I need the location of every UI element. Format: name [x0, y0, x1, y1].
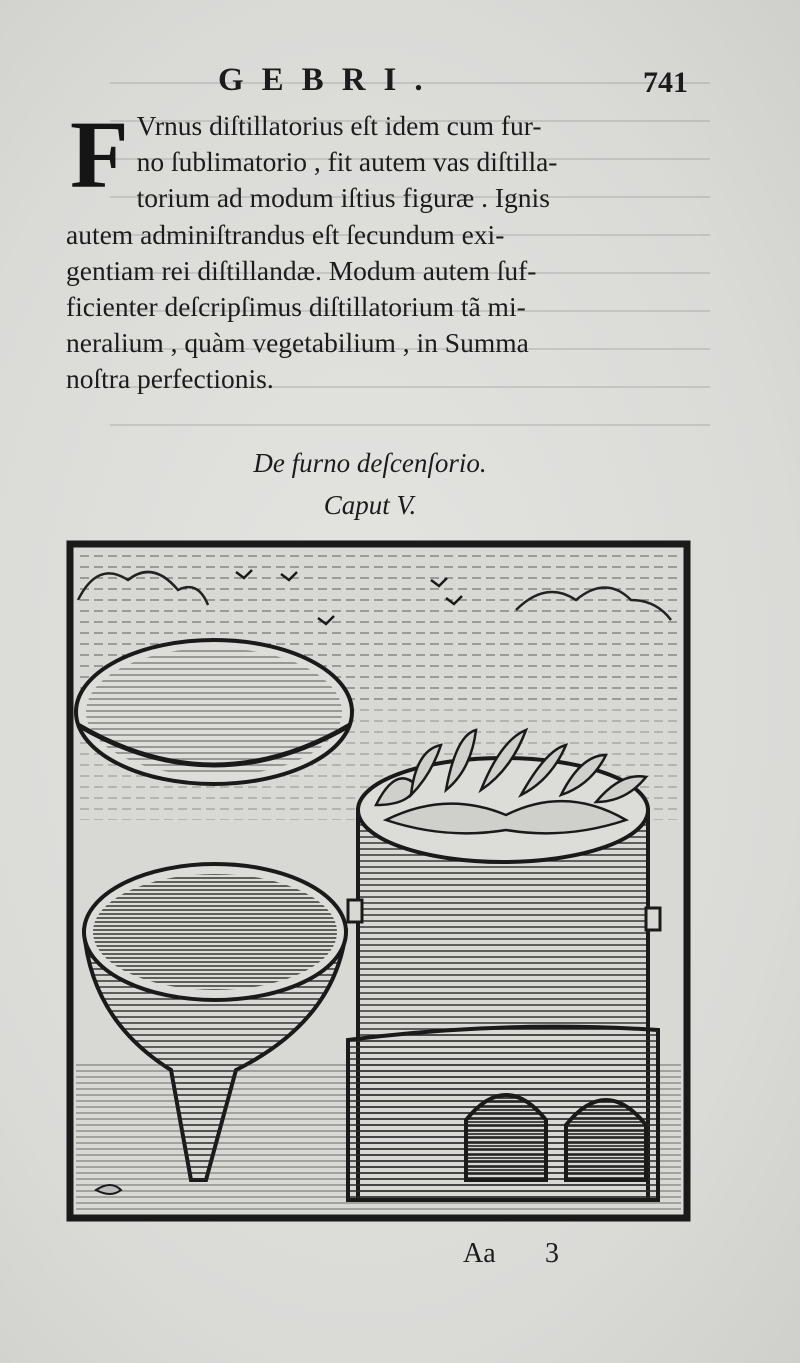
body-line: Vrnus diſtillatorius eſt idem cum fur-: [136, 110, 542, 141]
running-head-title: GEBRI.: [218, 62, 441, 98]
drop-cap: F: [70, 101, 129, 208]
body-line: ficienter deſcripſimus diſtillatorium tã mi-: [66, 291, 526, 323]
running-head: [0, 62, 800, 102]
body-line: torium ad modum iſtius figuræ . Ignis: [136, 182, 550, 214]
signature-mark: Aa: [463, 1238, 496, 1269]
woodcut-svg: [66, 540, 691, 1222]
body-line: no ſublimatorio , fit autem vas diſtilla-: [136, 146, 558, 178]
furnace-opening: [566, 1100, 646, 1180]
body-line: autem adminiſtrandus eſt ſecundum exi-: [66, 218, 505, 250]
body-line: gentiam rei diſtillandæ. Modum autem ſuf-: [66, 254, 537, 286]
body-line: neralium , quàm vegetabilium , in Summa: [66, 327, 529, 359]
furnace-opening: [466, 1095, 546, 1180]
woodcut-illustration: [66, 540, 691, 1222]
body-text: [66, 101, 696, 398]
chapter-number: Caput V.: [323, 490, 417, 520]
signature-number: 3: [545, 1238, 559, 1269]
page-number: 741: [643, 66, 688, 99]
body-line: noſtra perfectionis.: [66, 363, 274, 395]
chapter-title: De furno deſcenſorio.: [253, 448, 487, 478]
